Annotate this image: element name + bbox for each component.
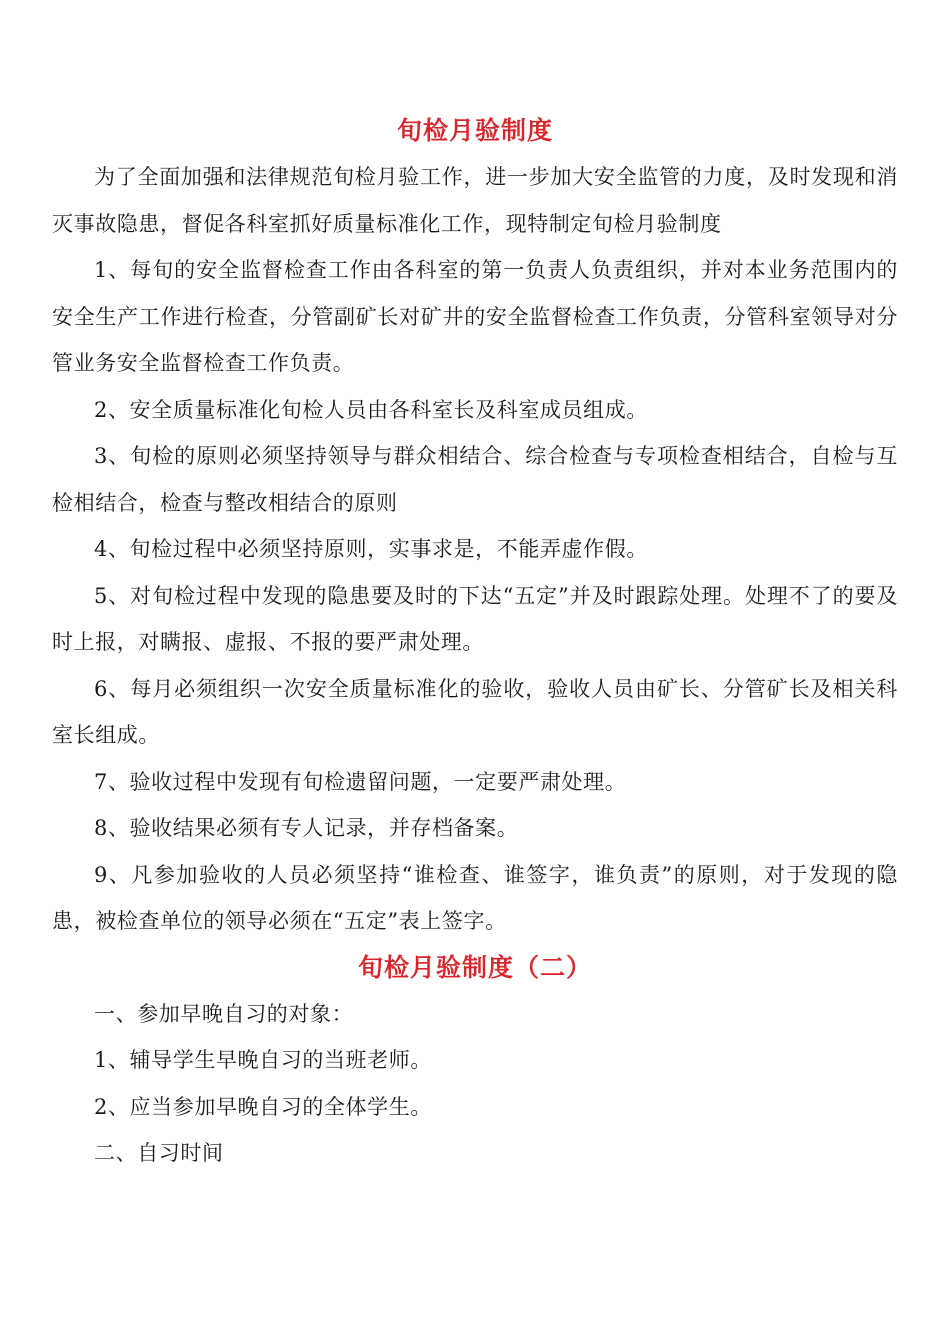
rule-item-5: 5、对旬检过程中发现的隐患要及时的下达“五定”并及时跟踪处理。处理不了的要及时上报，对瞒报、虚报、不报的要严肃处理。 bbox=[52, 583, 898, 654]
rule-item-6: 6、每月必须组织一次安全质量标准化的验收，验收人员由矿长、分管矿长及相关科室长组成。 bbox=[52, 676, 898, 747]
section-2-item-2: 2、应当参加早晚自习的全体学生。 bbox=[94, 1094, 432, 1119]
section-2-title: 旬检月验制度（二） bbox=[357, 952, 592, 982]
rule-item-8: 8、验收结果必须有专人记录，并存档备案。 bbox=[94, 816, 519, 840]
rule-item-3: 3、旬检的原则必须坚持领导与群众相结合、综合检查与专项检查相结合，自检与互检相结合，检查与整改相结合的原则 bbox=[52, 444, 898, 515]
section-2-item-1: 1、辅导学生早晚自习的当班老师。 bbox=[94, 1048, 432, 1072]
rule-item-7: 7、验收过程中发现有旬检遗留问题，一定要严肃处理。 bbox=[94, 769, 627, 794]
document-page bbox=[52, 108, 898, 1177]
document-title: 旬检月验制度 bbox=[396, 116, 553, 145]
section-2-heading-1: 一、参加早晚自习的对象： bbox=[94, 1001, 354, 1026]
section-1-body bbox=[52, 154, 898, 945]
section-2-heading-2: 二、自习时间 bbox=[94, 1141, 224, 1165]
rule-item-9: 9、凡参加验收的人员必须坚持“谁检查、谁签字，谁负责”的原则，对于发现的隐患，被检查单位的领导必须在“五定”表上签字。 bbox=[52, 862, 898, 933]
rule-item-2: 2、安全质量标准化旬检人员由各科室长及科室成员组成。 bbox=[94, 397, 648, 422]
rule-item-4: 4、旬检过程中必须坚持原则，实事求是，不能弄虚作假。 bbox=[94, 537, 648, 561]
rule-item-1: 1、每旬的安全监督检查工作由各科室的第一负责人负责组织，并对本业务范围内的安全生产工作进行检查，分管副矿长对矿井的安全监督检查工作负责，分管科室领导对分管业务安全监督检查工作负责。 bbox=[52, 258, 898, 375]
intro-paragraph: 为了全面加强和法律规范旬检月验工作，进一步加大安全监管的力度，及时发现和消灭事故隐患，督促各科室抓好质量标准化工作，现特制定旬检月验制度 bbox=[52, 165, 898, 236]
section-2-body bbox=[52, 991, 898, 1177]
